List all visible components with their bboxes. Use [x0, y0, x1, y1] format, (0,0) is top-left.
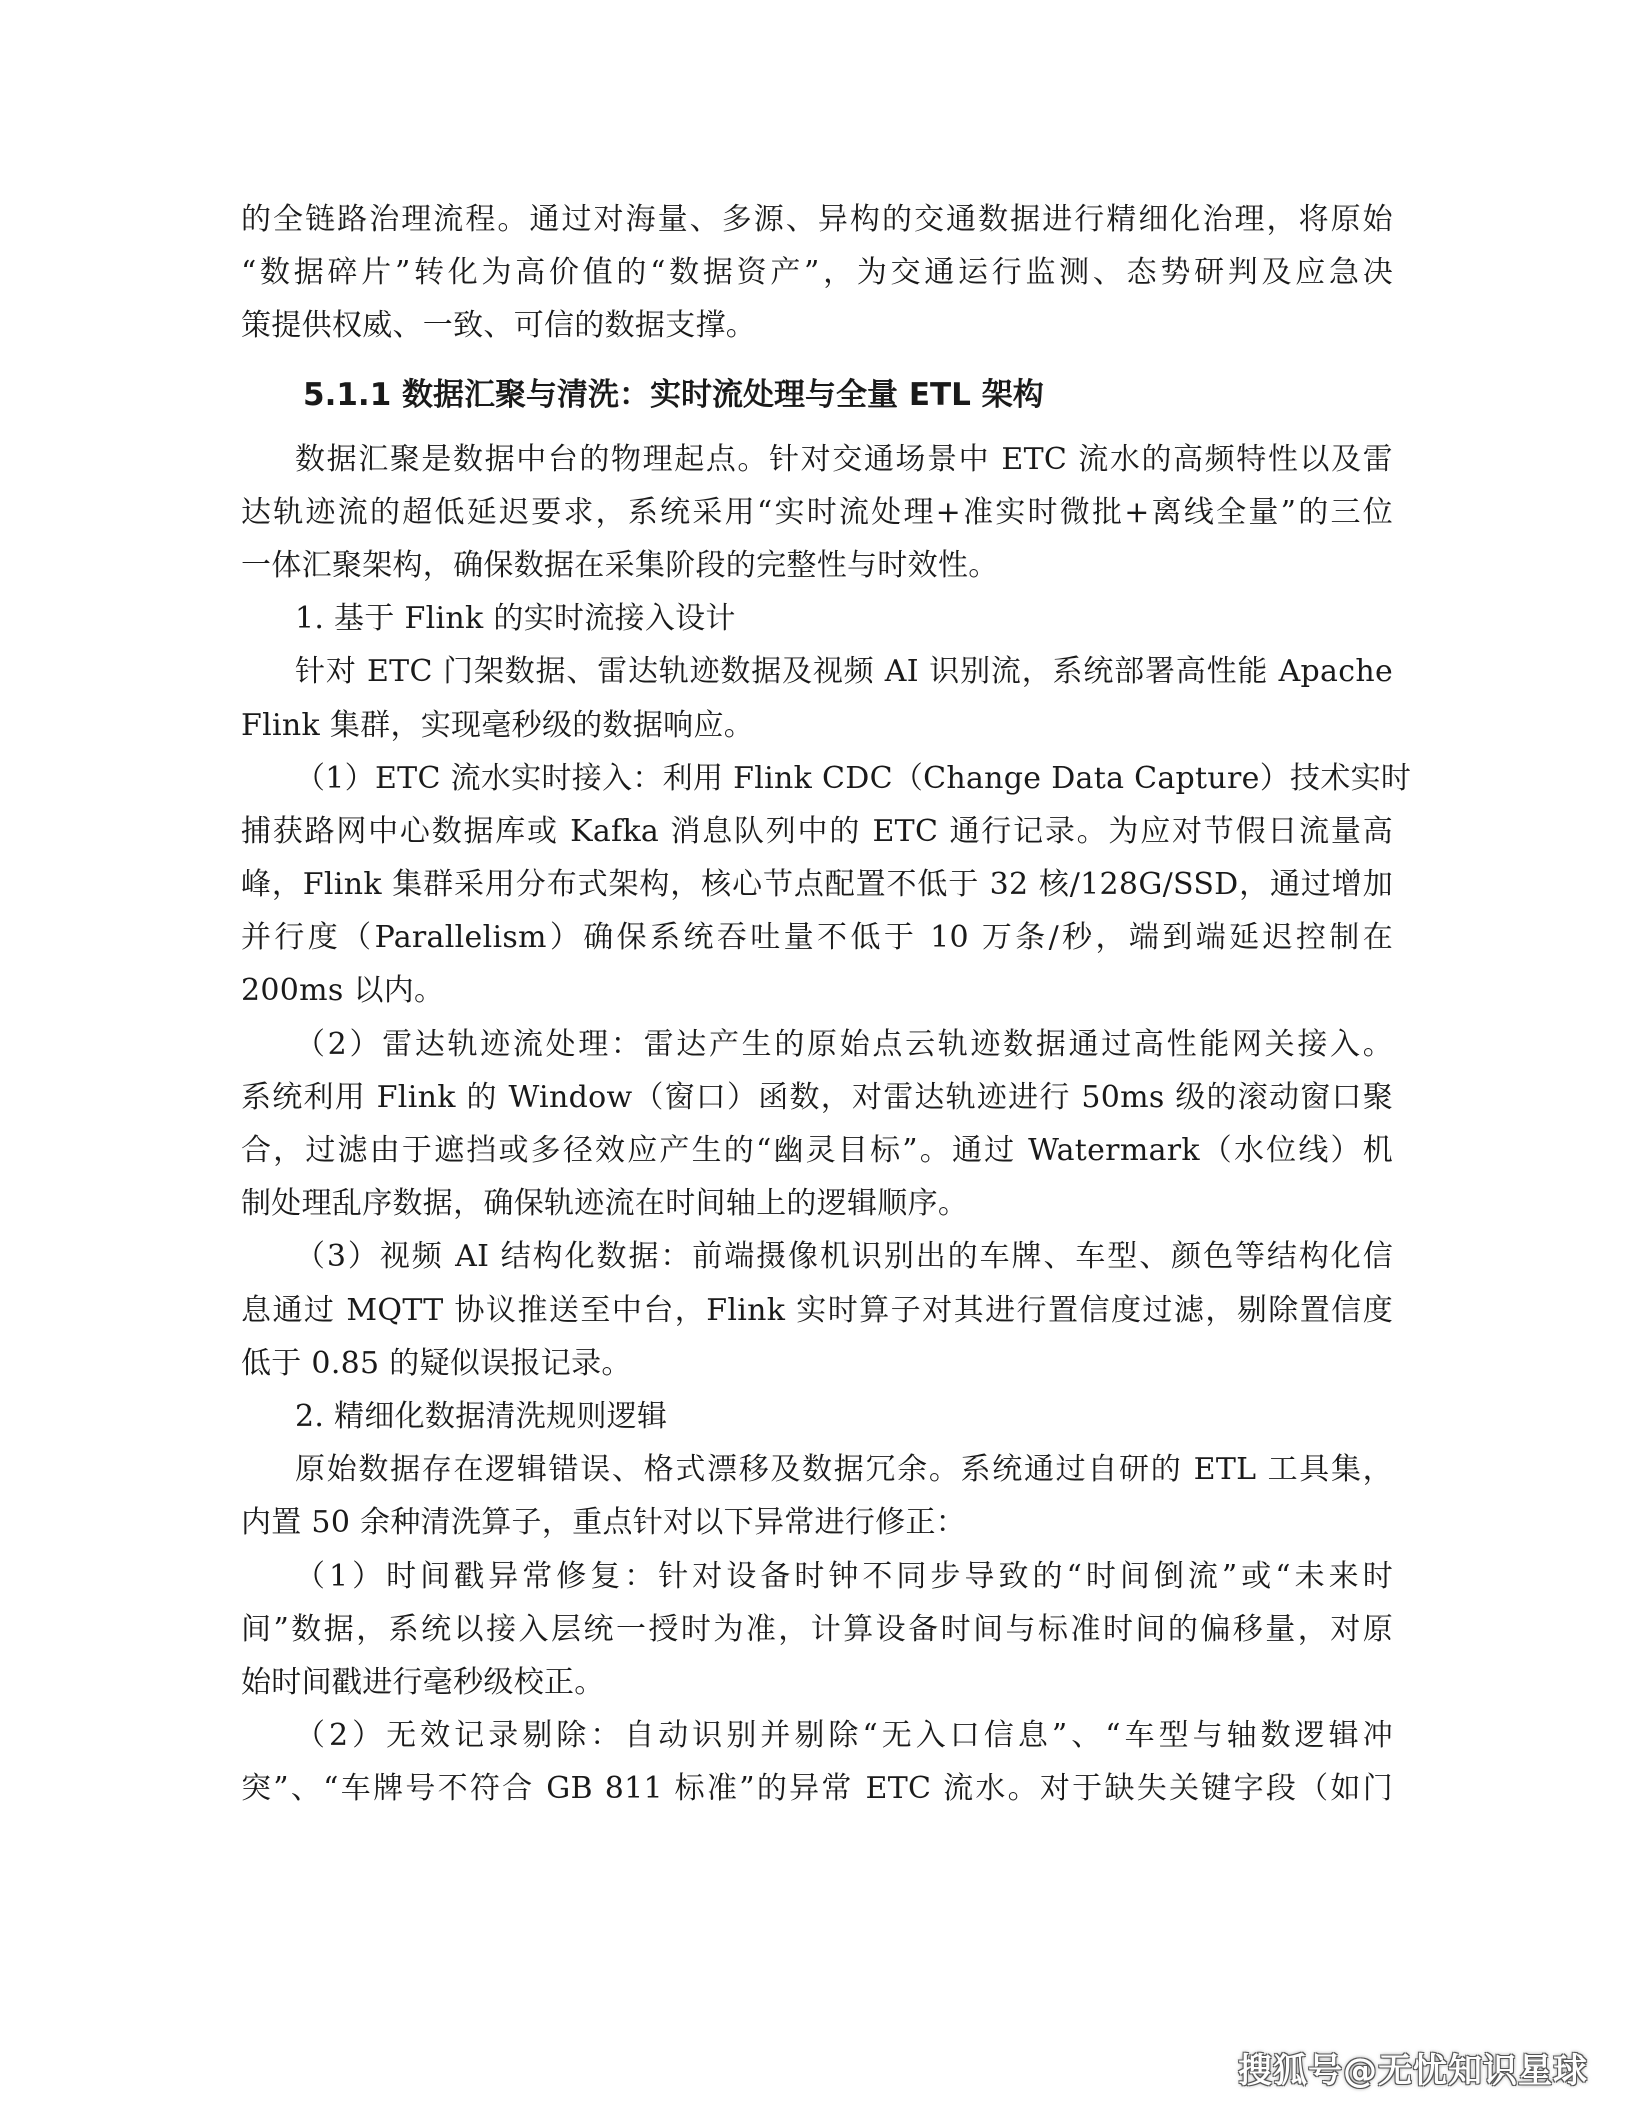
intro-line-2: “数据碎片”转化为高价值的“数据资产”，为交通运行监测、态势研判及应急决 — [241, 255, 1393, 291]
para1-line-2: 达轨迹流的超低延迟要求，系统采用“实时流处理+准实时微批+离线全量”的三位 — [241, 494, 1393, 530]
intro-line-3: 策提供权威、一致、可信的数据支撑。 — [241, 308, 757, 344]
item1-sub2-line-3: 合，过滤由于遮挡或多径效应产生的“幽灵目标”。通过 Watermark（水位线）机 — [241, 1133, 1393, 1168]
item1-intro-line-1: 针对 ETC 门架数据、雷达轨迹数据及视频 AI 识别流，系统部署高性能 Apache — [295, 654, 1393, 690]
item1-sub1-line-1: （1）ETC 流水实时接入：利用 Flink CDC（Change Data Capture）技术实时 — [295, 760, 1412, 796]
watermark-text: 搜狐号@无忧知识星球 — [1238, 2051, 1588, 2091]
item2-sub2-line-1: （2）无效记录剔除：自动识别并剔除“无入口信息”、“车型与轴数逻辑冲 — [295, 1718, 1393, 1754]
para1-line-1: 数据汇聚是数据中台的物理起点。针对交通场景中 ETC 流水的高频特性以及雷 — [295, 441, 1393, 477]
para1-line-3: 一体汇聚架构，确保数据在采集阶段的完整性与时效性。 — [241, 547, 999, 583]
item1-sub1-line-3: 峰，Flink 集群采用分布式架构，核心节点配置不低于 32 核/128G/SSD，通过增加 — [241, 867, 1393, 903]
item1-sub1-line-5: 200ms 以内。 — [241, 973, 445, 1009]
item2-sub1-line-1: （1）时间戳异常修复：针对设备时钟不同步导致的“时间倒流”或“未来时 — [295, 1558, 1393, 1594]
item1-sub2-line-1: （2）雷达轨迹流处理：雷达产生的原始点云轨迹数据通过高性能网关接入。 — [295, 1026, 1393, 1062]
item1-sub2-line-4: 制处理乱序数据，确保轨迹流在时间轴上的逻辑顺序。 — [241, 1186, 969, 1222]
intro-line-1: 的全链路治理流程。通过对海量、多源、异构的交通数据进行精细化治理，将原始 — [241, 202, 1393, 237]
item1-sub1-line-4: 并行度（Parallelism）确保系统吞吐量不低于 10 万条/秒，端到端延迟控制在 — [241, 920, 1393, 956]
item2-title: 2. 精细化数据清洗规则逻辑 — [295, 1398, 668, 1434]
item1-sub3-line-2: 息通过 MQTT 协议推送至中台，Flink 实时算子对其进行置信度过滤，剔除置信度 — [241, 1292, 1393, 1328]
item1-sub3-line-3: 低于 0.85 的疑似误报记录。 — [241, 1345, 632, 1381]
item1-sub2-line-2: 系统利用 Flink 的 Window（窗口）函数，对雷达轨迹进行 50ms 级的滚动窗口聚 — [241, 1079, 1393, 1115]
document-page — [241, 193, 1412, 1815]
item1-sub3-line-1: （3）视频 AI 结构化数据：前端摄像机识别出的车牌、车型、颜色等结构化信 — [295, 1239, 1393, 1275]
item2-sub1-line-2: 间”数据，系统以接入层统一授时为准，计算设备时间与标准时间的偏移量，对原 — [241, 1611, 1393, 1647]
item2-sub1-line-3: 始时间戳进行毫秒级校正。 — [241, 1664, 605, 1700]
item2-intro-line-2: 内置 50 余种清洗算子，重点针对以下异常进行修正： — [241, 1505, 967, 1541]
item1-title: 1. 基于 Flink 的实时流接入设计 — [295, 601, 736, 637]
item2-sub2-line-2: 突”、“车牌号不符合 GB 811 标准”的异常 ETC 流水。对于缺失关键字段（如门 — [241, 1771, 1393, 1807]
item2-intro-line-1: 原始数据存在逻辑错误、格式漂移及数据冗余。系统通过自研的 ETL 工具集， — [295, 1452, 1393, 1488]
section-heading: 5.1.1 数据汇聚与清洗：实时流处理与全量 ETL 架构 — [303, 376, 1044, 413]
item1-sub1-line-2: 捕获路网中心数据库或 Kafka 消息队列中的 ETC 通行记录。为应对节假日流量高 — [241, 813, 1393, 849]
item1-intro-line-2: Flink 集群，实现毫秒级的数据响应。 — [241, 707, 755, 743]
